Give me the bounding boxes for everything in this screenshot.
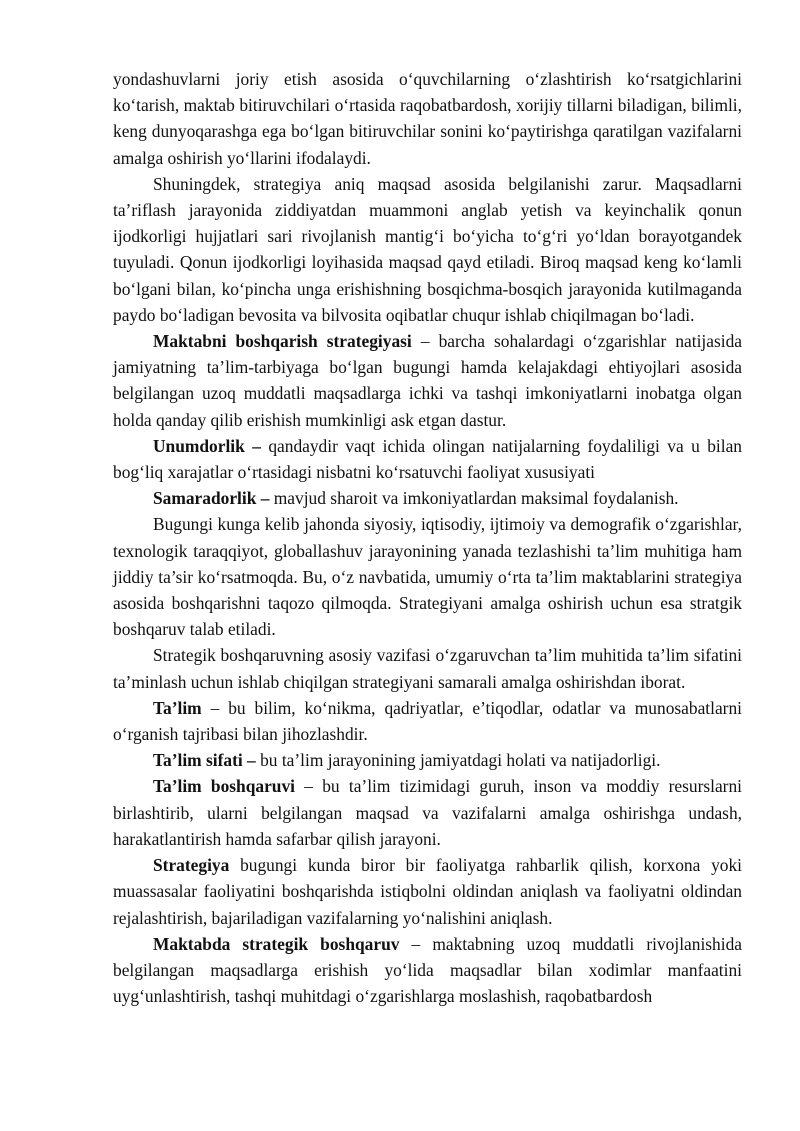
definition-education bbox=[113, 695, 742, 747]
definition-strategy bbox=[113, 852, 742, 931]
definition-school-strategic-management bbox=[113, 931, 742, 1010]
definition-term: Maktabda strategik boshqaruv bbox=[153, 933, 400, 954]
document-page bbox=[113, 66, 742, 1009]
paragraph-text: Shuningdek, strategiya aniq maqsad asosida belgilanishi zarur. Maqsadlarni ta’riflash jarayonida ziddiyatdan muammoni anglab yetish va keyinchalik qonun ijodkorligi hujjatlari sari rivojlanish mantig‘i bo‘yicha to‘g‘ri yo‘ldan borayotgandek tuyuladi. Qonun ijodkorligi loyihasida maqsad qayd etiladi. Biroq maqsad keng ko‘lamli bo‘lgani bilan, ko‘pincha unga erishishning bosqichma-bosqich jarayonida kutilmaganda paydo bo‘ladigan bevosita va bilvosita oqibatlar chuqur ishlab chiqilmagan bo‘ladi. bbox=[113, 173, 742, 325]
definition-productivity bbox=[113, 433, 742, 485]
definition-efficiency bbox=[113, 485, 742, 511]
paragraph-text: Strategik boshqaruvning asosiy vazifasi o‘zgaruvchan ta’lim muhitida ta’lim sifatini ta’minlash uchun ishlab chiqilgan strategiyani samarali amalga oshirishdan iborat. bbox=[113, 645, 742, 692]
definition-text: qandaydir vaqt ichida olingan natijalarning foydaliligi va u bilan bog‘liq xarajatlar o‘rtasidagi nisbatni ko‘rsatuvchi faoliyat xususiyati bbox=[113, 435, 742, 483]
definition-term: Unumdorlik – bbox=[153, 435, 261, 456]
definition-text: bu ta’lim jarayonining jamiyatdagi holati va natijadorligi. bbox=[255, 750, 661, 771]
definition-text: mavjud sharoit va imkoniyatlardan maksimal foydalanish. bbox=[269, 488, 679, 509]
definition-text: – bu ta’lim tizimidagi guruh, inson va moddiy resurslarni birlashtirib, ularni belgilangan maqsad va vazifalarni amalga oshirishga undash, harakatlantirish hamda safarbar qilish jarayoni. bbox=[113, 776, 743, 849]
definition-text: – barcha sohalardagi o‘zgarishlar natijasida jamiyatning ta’lim-tarbiyaga bo‘lgan bugungi hamda kelajakdagi ehtiyojlari asosida belgilangan uzoq muddatli maqsadlarga ichki va tashqi imkoniyatlarni inobatga olgan holda qanday qilib erishish mumkinligi ask etgan dastur. bbox=[113, 331, 742, 430]
paragraph-continuation bbox=[113, 66, 742, 171]
definition-term: Samaradorlik – bbox=[153, 488, 270, 509]
paragraph-text: Bugungi kunga kelib jahonda siyosiy, iqtisodiy, ijtimoiy va demografik o‘zgarishlar, texnologik taraqqiyot, globallashuv jarayonining yanada tezlashishi ta’lim muhitiga ham jiddiy ta’sir ko‘rsatmoqda. Bu, o‘z navbatida, umumiy o‘rta ta’lim maktablarini strategiya asosida boshqarishni taqozo qilmoqda. Strategiyani amalga oshirish uchun esa stratgik boshqaruv talab etiladi. bbox=[113, 514, 742, 640]
paragraph-strategic-management-task bbox=[113, 642, 742, 694]
definition-education-quality bbox=[113, 747, 742, 773]
paragraph-global-changes bbox=[113, 511, 742, 642]
definition-text: – bu bilim, ko‘nikma, qadriyatlar, e’tiqodlar, odatlar va munosabatlarni o‘rganish tajribasi bilan jihozlashdir. bbox=[113, 697, 742, 745]
definition-term: Ta’lim bbox=[153, 697, 202, 718]
definition-text: – maktabning uzoq muddatli rivojlanishida belgilangan maqsadlarga erishish yo‘lida maqsadlar bilan xodimlar manfaatini uyg‘unlashtirish, tashqi muhitdagi o‘zgarishlarga moslashish, raqobatbardosh bbox=[113, 933, 742, 1007]
definition-term: Ta’lim sifati – bbox=[153, 750, 256, 771]
definition-school-management-strategy bbox=[113, 328, 742, 433]
definition-term: Maktabni boshqarish strategiyasi bbox=[153, 331, 412, 352]
definition-education-management bbox=[113, 773, 742, 852]
definition-term: Ta’lim boshqaruvi bbox=[153, 776, 295, 797]
paragraph-text: yondashuvlarni joriy etish asosida o‘quvchilarning o‘zlashtirish ko‘rsatgichlarini ko‘tarish, maktab bitiruvchilari o‘rtasida raqobatbardosh, xorijiy tillarni biladigan, bilimli, keng dunyoqarashga ega bo‘lgan bitiruvchilar sonini ko‘paytirishga qaratilgan vazifalarni amalga oshirish yo‘llarini ifodalaydi. bbox=[113, 69, 742, 168]
definition-term: Strategiya bbox=[153, 855, 230, 876]
definition-text: bugungi kunda biror bir faoliyatga rahbarlik qilish, korxona yoki muassasalar faoliyatini boshqarishda istiqbolni oldindan aniqlash va faoliyatni oldindan rejalashtirish, bajariladigan vazifalarning yo‘nalishini aniqlash. bbox=[113, 855, 742, 928]
paragraph-strategy-goal bbox=[113, 171, 742, 328]
